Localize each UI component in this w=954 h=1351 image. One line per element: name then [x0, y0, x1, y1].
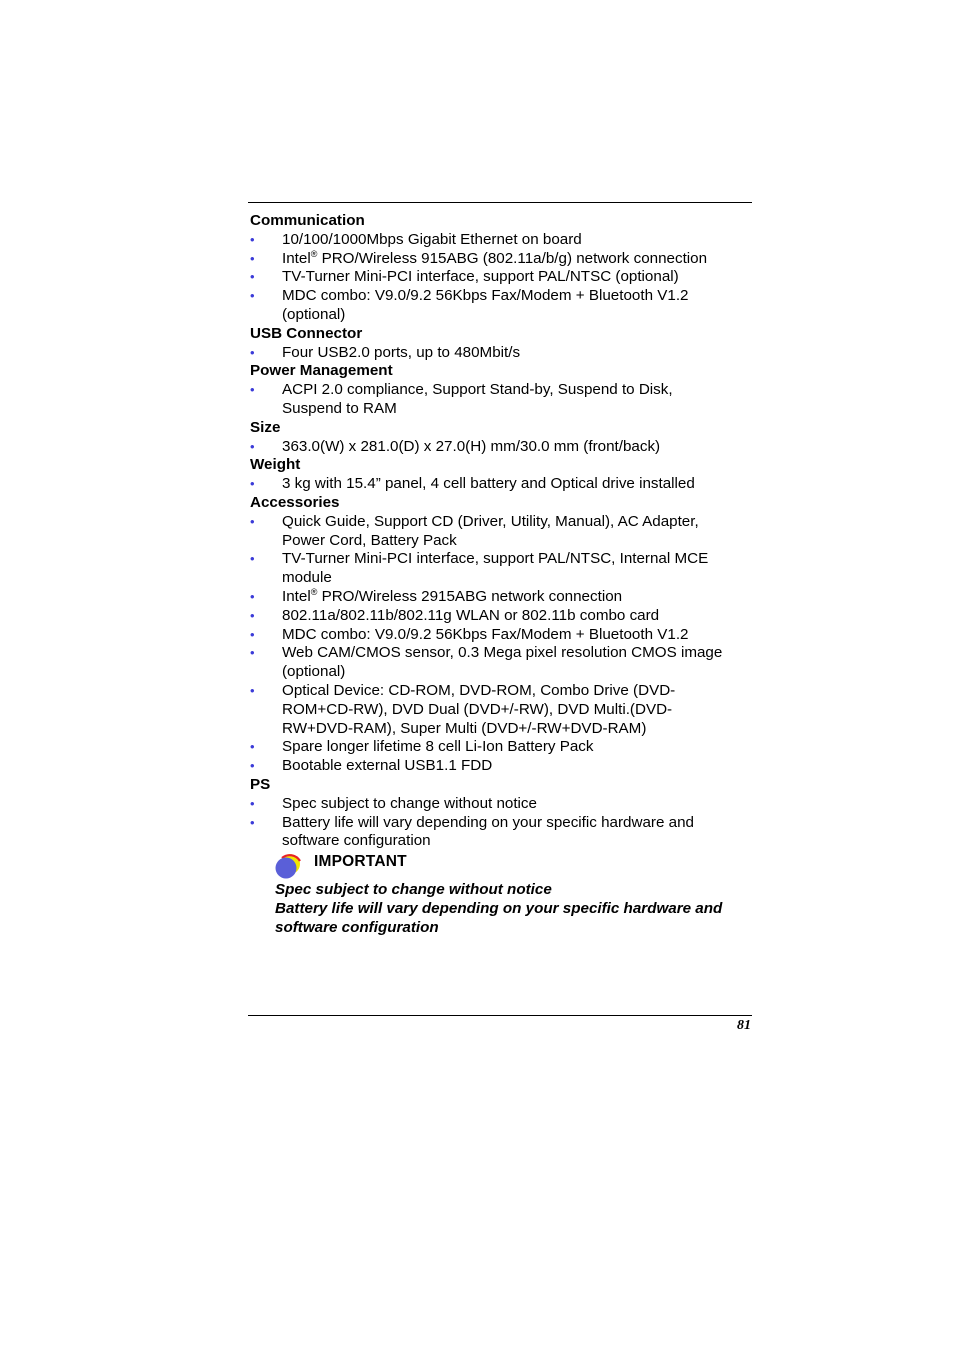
item-text-main: 363.0(W) x 281.0(D) x 27.0(H) mm/30.0 mm (front/back) — [282, 437, 661, 455]
bullet-icon: • — [250, 231, 255, 247]
spec-content — [250, 212, 756, 937]
bullet-icon: • — [250, 758, 255, 774]
list-item — [250, 250, 756, 269]
section-heading: PS — [250, 775, 271, 793]
list-item — [250, 475, 756, 494]
list-item — [250, 682, 756, 738]
list-item-text — [282, 438, 660, 455]
bullet-icon: • — [250, 476, 255, 492]
item-text-main: Quick Guide, Support CD (Driver, Utility, Manual), AC Adapter, Power Cord, Battery Pack — [282, 512, 699, 549]
list-item — [250, 231, 756, 250]
list-item-text — [282, 588, 622, 605]
item-text-main: 10/100/1000Mbps Gigabit Ethernet on board — [282, 230, 582, 248]
list-item — [250, 438, 756, 457]
list-item-text — [282, 757, 492, 774]
important-label: IMPORTANT — [314, 853, 407, 871]
bullet-icon: • — [250, 288, 255, 304]
list-item-text — [282, 381, 673, 417]
list-item — [250, 550, 756, 588]
list-item — [250, 644, 756, 682]
top-rule — [248, 202, 752, 203]
bottom-rule — [248, 1015, 752, 1016]
list-item-text — [282, 795, 537, 812]
bullet-icon: • — [250, 814, 255, 830]
list-item-text — [282, 344, 520, 361]
item-text-main: Four USB2.0 ports, up to 480Mbit/s — [282, 343, 521, 361]
section-heading: Accessories — [250, 493, 340, 511]
section-heading: Power Management — [250, 362, 393, 380]
bullet-icon: • — [250, 739, 255, 755]
item-text-main: Spare longer lifetime 8 cell Li-Ion Battery Pack — [282, 738, 594, 756]
bullet-icon: • — [250, 382, 255, 398]
bullet-icon: • — [250, 607, 255, 623]
list-item-text — [282, 231, 582, 248]
bullet-icon: • — [250, 588, 255, 604]
item-text-main: ACPI 2.0 compliance, Support Stand-by, Suspend to Disk, Suspend to RAM — [282, 381, 673, 417]
item-text-main: 3 kg with 15.4” panel, 4 cell battery and Optical drive installed — [282, 475, 695, 493]
list-item — [250, 757, 756, 776]
bullet-icon: • — [250, 626, 255, 642]
item-text-rest: PRO/Wireless 2915ABG network connection — [317, 587, 623, 605]
list-item — [250, 814, 756, 852]
item-text-main: MDC combo: V9.0/9.2 56Kbps Fax/Modem + Bluetooth V1.2 — [282, 625, 689, 643]
bullet-icon: • — [250, 269, 255, 285]
item-text-main: TV-Turner Mini-PCI interface, support PAL/NTSC (optional) — [282, 268, 679, 286]
important-note-text: Spec subject to change without notice Battery life will vary depending on your specific hardware and software configuration — [275, 881, 723, 936]
list-item — [250, 268, 756, 287]
bullet-icon: • — [250, 344, 255, 360]
item-text-main: Intel — [282, 587, 311, 605]
item-text-main: Optical Device: CD-ROM, DVD-ROM, Combo Drive (DVD- ROM+CD-RW), DVD Dual (DVD+/-RW), DVD Multi.(DVD- RW+DVD-RAM), Super Multi (DVD+/-RW+DVD-RAM) — [282, 681, 676, 737]
list-item — [250, 738, 756, 757]
list-item — [250, 344, 756, 363]
bullet-icon: • — [250, 682, 255, 698]
bullet-icon: • — [250, 645, 255, 661]
list-item-text — [282, 607, 659, 624]
bullet-icon: • — [250, 438, 255, 454]
item-text-main: MDC combo: V9.0/9.2 56Kbps Fax/Modem + Bluetooth V1.2 (optional) — [282, 287, 689, 323]
list-item — [250, 795, 756, 814]
list-item — [250, 588, 756, 607]
registered-mark: ® — [310, 586, 318, 597]
list-item-text — [282, 268, 679, 285]
item-text-main: Intel — [282, 249, 311, 267]
list-item-text — [282, 250, 707, 267]
section-heading: USB Connector — [250, 324, 363, 342]
bullet-icon: • — [250, 795, 255, 811]
item-text-main: Spec subject to change without notice — [282, 794, 537, 812]
list-item-text — [282, 287, 688, 323]
list-item — [250, 607, 756, 626]
list-item — [250, 513, 756, 551]
list-item-text — [282, 738, 594, 755]
list-item-text — [282, 475, 695, 492]
list-item — [250, 626, 756, 645]
item-text-main: TV-Turner Mini-PCI interface, support PAL/NTSC, Internal MCE module — [282, 550, 709, 587]
section-heading: Size — [250, 418, 281, 436]
list-item — [250, 381, 756, 419]
list-item-text — [282, 682, 675, 737]
item-text-rest: PRO/Wireless 915ABG (802.11a/b/g) network connection — [317, 249, 708, 267]
item-text-main: Bootable external USB1.1 FDD — [282, 757, 493, 775]
list-item-text — [282, 550, 708, 586]
list-item — [250, 287, 756, 325]
list-item-text — [282, 513, 699, 549]
important-icon — [274, 852, 302, 880]
registered-mark: ® — [310, 248, 318, 259]
item-text-main: 802.11a/802.11b/802.11g WLAN or 802.11b combo card — [282, 606, 660, 624]
important-note-header — [274, 852, 756, 878]
section-heading: Weight — [250, 456, 301, 474]
bullet-icon: • — [250, 250, 255, 266]
item-text-main: Battery life will vary depending on your specific hardware and software configuration — [282, 813, 694, 850]
list-item-text — [282, 644, 722, 680]
bullet-icon: • — [250, 551, 255, 567]
section-heading: Communication — [250, 212, 365, 229]
item-text-main: Web CAM/CMOS sensor, 0.3 Mega pixel resolution CMOS image (optional) — [282, 644, 723, 681]
bullet-icon: • — [250, 513, 255, 529]
page-number: 81 — [737, 1018, 751, 1033]
list-item-text — [282, 626, 688, 643]
list-item-text — [282, 814, 694, 850]
